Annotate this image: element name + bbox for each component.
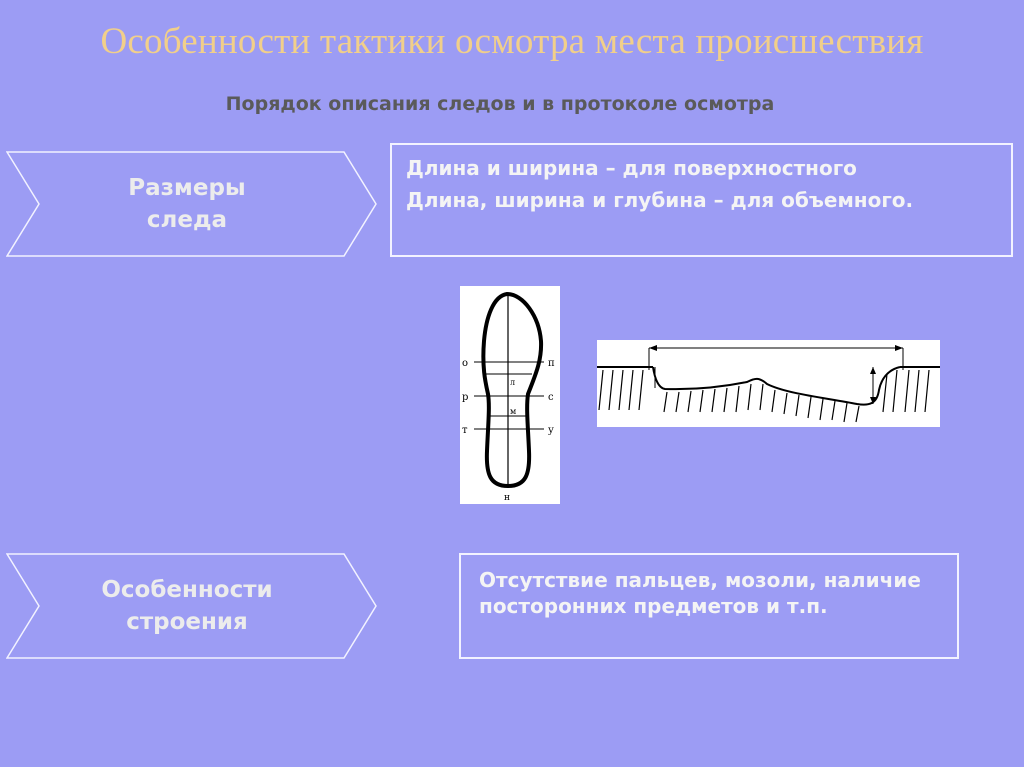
structure-line: Отсутствие пальцев, мозоли, наличие посторонних предметов и т.п. — [479, 568, 921, 618]
chevron-footprint-size — [6, 151, 378, 257]
footprint-profile-drawing — [597, 340, 940, 427]
label-u: у — [548, 425, 554, 436]
size-line-surface: Длина и ширина – для поверхностного — [406, 156, 857, 180]
label-p: п — [548, 358, 555, 369]
slide-subtitle: Порядок описания следов и в протоколе осмотра — [225, 93, 775, 115]
size-line-volume: Длина, ширина и глубина – для объемного. — [406, 188, 914, 212]
size-description-box — [390, 143, 1013, 257]
label-l: л — [510, 378, 516, 387]
footprint-outline-figure — [460, 286, 560, 504]
label-s: с — [548, 392, 554, 403]
structure-description-box — [459, 553, 959, 659]
chevron-label: Особенности строения — [101, 576, 273, 635]
footprint-profile-figure — [597, 340, 940, 427]
label-n: н — [504, 493, 510, 503]
label-t: т — [462, 425, 468, 436]
footprint-outline-drawing — [460, 286, 560, 504]
label-m: м — [510, 407, 517, 416]
slide-title: Особенности тактики осмотра места происшествия — [100, 21, 924, 62]
label-o: о — [462, 358, 469, 369]
chevron-label: Размеры следа — [128, 174, 246, 233]
chevron-structure-features — [6, 553, 378, 659]
label-r: р — [462, 392, 469, 403]
